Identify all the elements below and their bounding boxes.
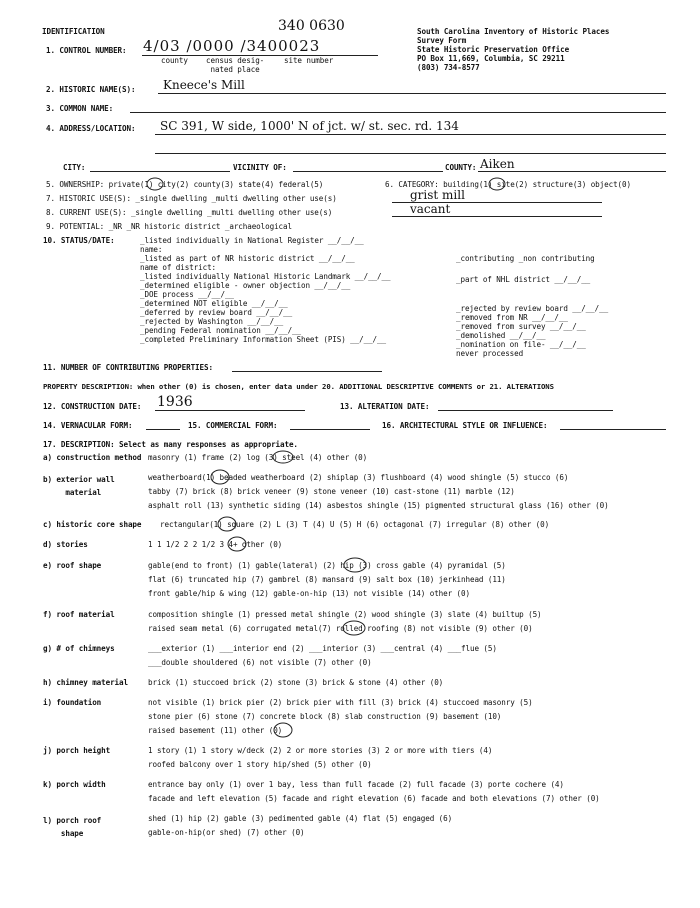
desc-options[interactable]: weatherboard(1) beaded weatherboard (2) shiplap (3) flushboard (4) wood shingle (5) stucco (6) bbox=[148, 473, 569, 482]
current-use-line: 8. CURRENT USE(S): _single dwelling _multi dwelling other use(s) bbox=[46, 208, 333, 217]
potential-line: 9. POTENTIAL: _NR _NR historic district _archaeological bbox=[46, 222, 292, 231]
control-number-label: 1. CONTROL NUMBER: bbox=[46, 46, 127, 55]
desc-options[interactable]: tabby (7) brick (8) brick veneer (9) stone veneer (10) cast-stone (11) marble (12) bbox=[148, 487, 515, 496]
desc-options[interactable]: 1 1 1/2 2 2 1/2 3 4+ other (0) bbox=[148, 540, 283, 549]
agency-line: State Historic Preservation Office bbox=[417, 45, 570, 54]
status-item[interactable]: _listed individually in National Register __/__/__ bbox=[140, 236, 364, 245]
alteration-date-label: 13. ALTERATION DATE: bbox=[340, 402, 430, 411]
construction-date-line bbox=[155, 410, 305, 411]
status-item[interactable]: _determined NOT eligible __/__/__ bbox=[140, 299, 288, 308]
desc-label: a) construction method bbox=[43, 453, 142, 462]
agency-line: South Carolina Inventory of Historic Places bbox=[417, 27, 610, 36]
architectural-style-label: 16. ARCHITECTURAL STYLE OR INFLUENCE: bbox=[382, 421, 548, 430]
historic-name-label: 2. HISTORIC NAME(S): bbox=[46, 85, 136, 94]
address-label: 4. ADDRESS/LOCATION: bbox=[46, 124, 136, 133]
vicinity-label: VICINITY OF: bbox=[233, 163, 287, 172]
city-line bbox=[90, 171, 230, 172]
desc-label: d) stories bbox=[43, 540, 88, 549]
address-line-2 bbox=[155, 153, 666, 154]
desc-options[interactable]: asphalt roll (13) synthetic siding (14) asbestos shingle (15) pigmented structural glass (16) other (0) bbox=[148, 501, 609, 510]
desc-label: i) foundation bbox=[43, 698, 102, 707]
common-name-label: 3. COMMON NAME: bbox=[46, 104, 114, 113]
desc-label: c) historic core shape bbox=[43, 520, 142, 529]
common-name-line bbox=[130, 112, 666, 113]
status-item: name: bbox=[140, 245, 163, 254]
agency-block bbox=[417, 27, 609, 72]
desc-label: b) exterior wall material bbox=[43, 475, 115, 497]
county-sublabel: county bbox=[161, 56, 188, 65]
desc-label: j) porch height bbox=[43, 746, 111, 755]
status-item[interactable]: _removed from survey __/__/__ bbox=[456, 322, 586, 331]
status-item[interactable]: _listed individually National Historic Landmark __/__/__ bbox=[140, 272, 391, 281]
historic-name-line bbox=[158, 93, 666, 94]
desc-options[interactable]: brick (1) stuccoed brick (2) stone (3) brick & stone (4) other (0) bbox=[148, 678, 444, 687]
commercial-form-line bbox=[290, 429, 370, 430]
status-item[interactable]: _determined eligible - owner objection __/__/__ bbox=[140, 281, 351, 290]
historic-use-value[interactable]: grist mill bbox=[410, 188, 465, 202]
desc-options[interactable]: raised basement (11) other (0) bbox=[148, 726, 283, 735]
desc-options[interactable]: stone pier (6) stone (7) concrete block (8) slab construction (9) basement (10) bbox=[148, 712, 502, 721]
desc-options[interactable]: raised seam metal (6) corrugated metal(7) rolled roofing (8) not visible (9) other (0) bbox=[148, 624, 533, 633]
address-line bbox=[155, 134, 666, 135]
status-item[interactable]: _pending Federal nomination __/__/__ bbox=[140, 326, 301, 335]
status-item: never processed bbox=[456, 349, 524, 358]
construction-date-value[interactable]: 1936 bbox=[157, 394, 193, 410]
description-heading: 17. DESCRIPTION: Select as many responses as appropriate. bbox=[43, 440, 298, 449]
desc-label: e) roof shape bbox=[43, 561, 102, 570]
desc-options[interactable]: composition shingle (1) pressed metal shingle (2) wood shingle (3) slate (4) builtup (5) bbox=[148, 610, 542, 619]
status-item[interactable]: _removed from NR __/__/__ bbox=[456, 313, 568, 322]
property-description-note: PROPERTY DESCRIPTION: when other (0) is chosen, enter data under 20. ADDITIONAL DESCRIPTIVE COMMENTS or 21. ALTERATIONS bbox=[43, 382, 554, 391]
contributing-properties-label: 11. NUMBER OF CONTRIBUTING PROPERTIES: bbox=[43, 363, 213, 372]
vernacular-form-label: 14. VERNACULAR FORM: bbox=[43, 421, 133, 430]
desc-label: f) roof material bbox=[43, 610, 115, 619]
alteration-date-line bbox=[438, 410, 613, 411]
status-item[interactable]: _DOE process __/__/__ bbox=[140, 290, 234, 299]
address-value[interactable]: SC 391, W side, 1000' N of jct. w/ st. sec. rd. 134 bbox=[160, 119, 459, 133]
status-item[interactable]: _deferred by review board __/__/__ bbox=[140, 308, 293, 317]
current-use-value[interactable]: vacant bbox=[410, 202, 451, 216]
agency-line: (803) 734-8577 bbox=[417, 63, 480, 72]
status-left-list bbox=[140, 236, 390, 344]
city-label: CITY: bbox=[63, 163, 86, 172]
status-label: 10. STATUS/DATE: bbox=[43, 236, 115, 245]
current-use-underline bbox=[392, 216, 602, 217]
desc-options[interactable]: ___double shouldered (6) not visible (7) other (0) bbox=[148, 658, 372, 667]
status-right-list bbox=[456, 304, 608, 358]
desc-label: h) chimney material bbox=[43, 678, 128, 687]
status-item[interactable]: _rejected by Washington __/__/__ bbox=[140, 317, 284, 326]
county-line bbox=[478, 171, 666, 172]
desc-options[interactable]: 1 story (1) 1 story w/deck (2) 2 or more stories (3) 2 or more with tiers (4) bbox=[148, 746, 493, 755]
contributing-item[interactable]: _contributing _non contributing bbox=[456, 254, 595, 263]
nhl-district-item[interactable]: _part of NHL district __/__/__ bbox=[456, 275, 591, 284]
desc-options[interactable]: not visible (1) brick pier (2) brick pier with fill (3) brick (4) stuccoed masonry (5) bbox=[148, 698, 533, 707]
status-item[interactable]: _nomination on file- __/__/__ bbox=[456, 340, 586, 349]
county-label: COUNTY: bbox=[445, 163, 477, 172]
historic-name-value[interactable]: Kneece's Mill bbox=[163, 78, 245, 92]
census-sublabel: census desig- nated place bbox=[206, 56, 265, 74]
desc-label: l) porch roof shape bbox=[43, 816, 102, 838]
desc-options[interactable]: gable(end to front) (1) gable(lateral) (2) hip (3) cross gable (4) pyramidal (5) bbox=[148, 561, 506, 570]
construction-date-label: 12. CONSTRUCTION DATE: bbox=[43, 402, 142, 411]
desc-label: k) porch width bbox=[43, 780, 106, 789]
county-value[interactable]: Aiken bbox=[480, 157, 515, 171]
status-item[interactable]: _completed Preliminary Information Sheet (PIS) __/__/__ bbox=[140, 335, 386, 344]
desc-options[interactable]: front gable/hip & wing (12) gable-on-hip (13) not visible (14) other (0) bbox=[148, 589, 470, 598]
contributing-properties-line bbox=[232, 371, 382, 372]
desc-options[interactable]: facade and left elevation (5) facade and right elevation (6) facade and both elevations (7) other (0) bbox=[148, 794, 600, 803]
desc-options[interactable]: ___exterior (1) ___interior end (2) ___interior (3) ___central (4) ___flue (5) bbox=[148, 644, 497, 653]
identification-heading: IDENTIFICATION bbox=[42, 27, 105, 36]
status-item[interactable]: _listed as part of NR historic district __/__/__ bbox=[140, 254, 355, 263]
desc-options[interactable]: masonry (1) frame (2) log (3) steel (4) other (0) bbox=[148, 453, 368, 462]
desc-options[interactable]: gable-on-hip(or shed) (7) other (0) bbox=[148, 828, 305, 837]
historic-use-line: 7. HISTORIC USE(S): _single dwelling _multi dwelling other use(s) bbox=[46, 194, 337, 203]
status-item[interactable]: _demolished __/__/__ bbox=[456, 331, 546, 340]
desc-options[interactable]: flat (6) truncated hip (7) gambrel (8) mansard (9) salt box (10) jerkinhead (11) bbox=[148, 575, 506, 584]
desc-options[interactable]: roofed balcony over 1 story hip/shed (5) other (0) bbox=[148, 760, 372, 769]
category-line: 6. CATEGORY: building(1) site(2) structure(3) object(0) bbox=[385, 180, 631, 189]
ownership-line: 5. OWNERSHIP: private(1) city(2) county(3) state(4) federal(5) bbox=[46, 180, 324, 189]
status-item[interactable]: _rejected by review board __/__/__ bbox=[456, 304, 609, 313]
agency-line: Survey Form bbox=[417, 36, 467, 45]
desc-options[interactable]: rectangular(1) square (2) L (3) T (4) U (5) H (6) octagonal (7) irregular (8) other (0) bbox=[160, 520, 550, 529]
architectural-style-line bbox=[560, 429, 666, 430]
desc-options[interactable]: shed (1) hip (2) gable (3) pedimented gable (4) flat (5) engaged (6) bbox=[148, 814, 453, 823]
desc-label: g) # of chimneys bbox=[43, 644, 115, 653]
status-item: name of district: bbox=[140, 263, 217, 272]
control-number-handwritten: 4/03 /0000 /3400023 bbox=[143, 37, 321, 55]
control-number-handwritten-top: 340 0630 bbox=[278, 18, 345, 34]
agency-line: PO Box 11,669, Columbia, SC 29211 bbox=[417, 54, 565, 63]
desc-options[interactable]: entrance bay only (1) over 1 bay, less than full facade (2) full facade (3) porte cochere (4) bbox=[148, 780, 564, 789]
vernacular-form-line bbox=[146, 429, 180, 430]
vicinity-line bbox=[293, 171, 443, 172]
commercial-form-label: 15. COMMERCIAL FORM: bbox=[188, 421, 278, 430]
site-number-sublabel: site number bbox=[284, 56, 334, 65]
